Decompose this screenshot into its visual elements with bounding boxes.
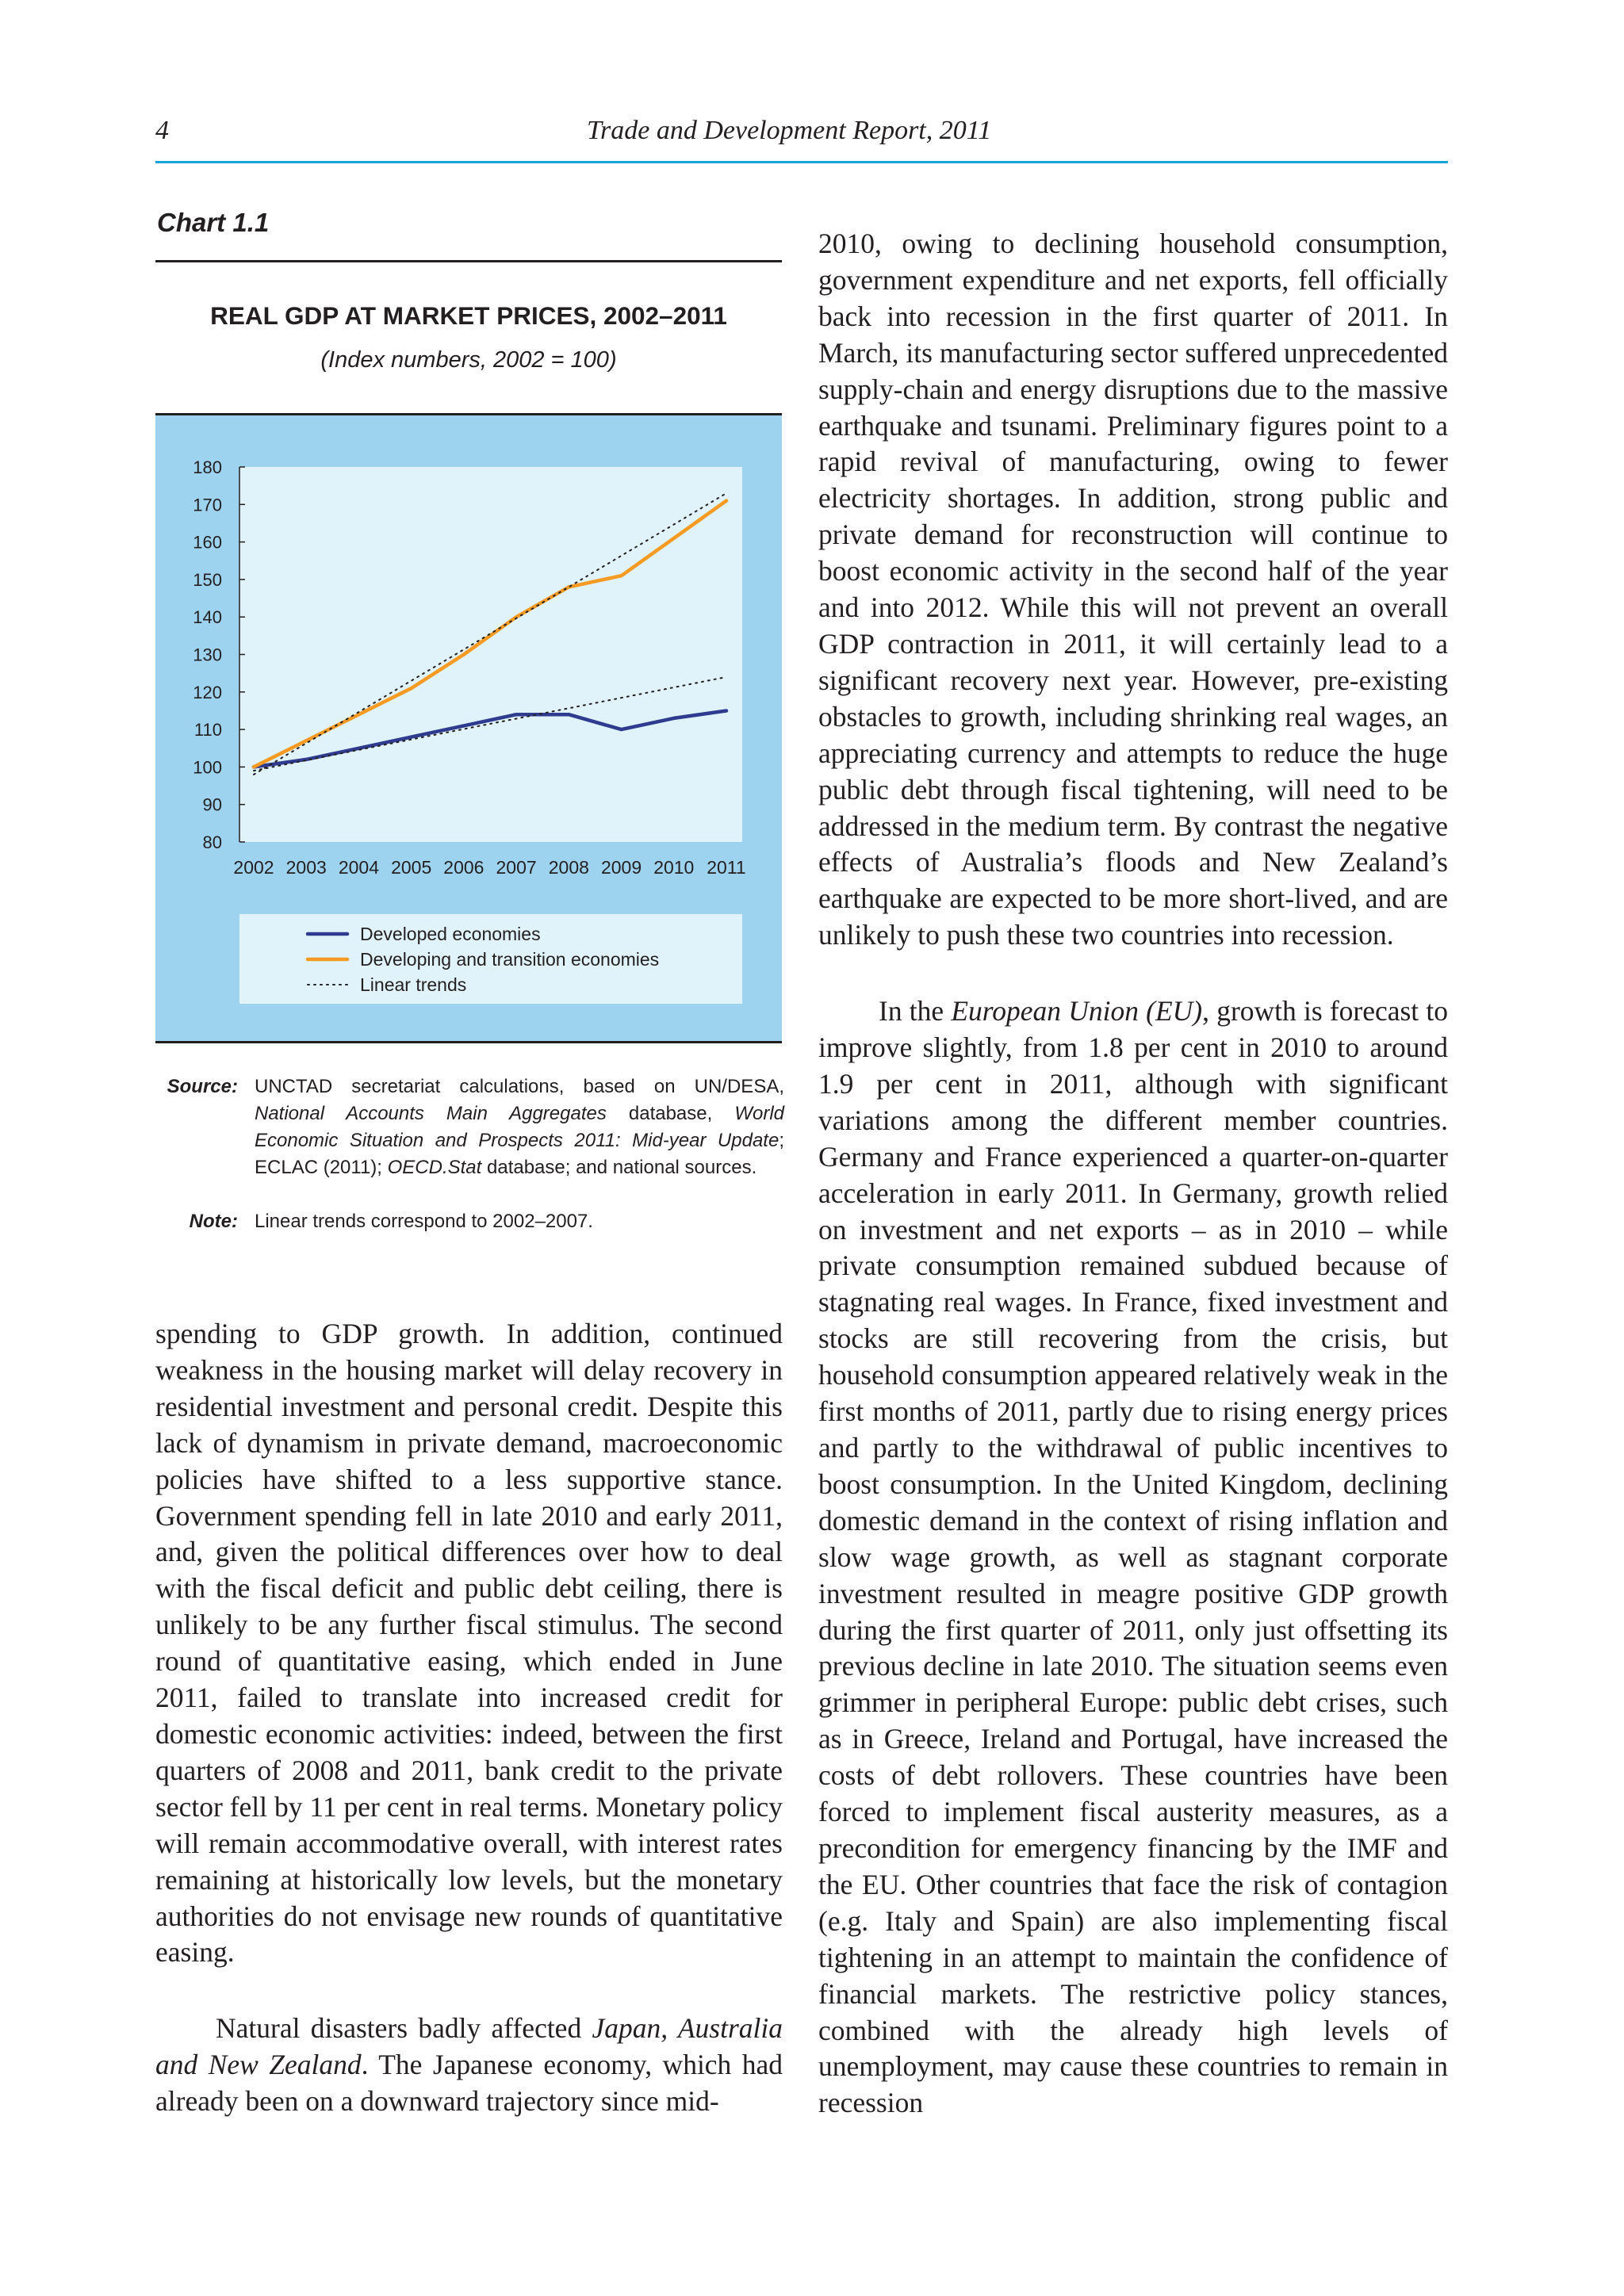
note-label: Note:: [189, 1211, 238, 1232]
x-tick-label: 2008: [548, 857, 589, 878]
source-text-part: ; ECLAC (2011);: [255, 1130, 784, 1178]
gdp-line-chart: [155, 415, 782, 1042]
left-paragraph-1: spending to GDP growth. In addition, continued weakness in the housing market will delay recovery in residential investment and personal credit. Despite this lack of dynamism in private demand, macroeconomic policies have shifted to a less supportive stance. Government spending fell in late 2010 and early 2011, and, given the political differences over how to deal with the fiscal deficit and public debt ceiling, there is unlikely to be any further fiscal stimulus. The second round of quantitative easing, which ended in June 2011, failed to translate into increased credit for domestic economic activities: indeed, between the first quarters of 2008 and 2011, bank credit to the private sector fell by 11 per cent in real terms. Monetary policy will remain accommodative overall, with interest rates remaining at historically low levels, but the monetary authorities do not envisage new rounds of quantitative easing.: [155, 1318, 783, 1969]
x-tick-label: 2011: [707, 857, 746, 878]
chart-title: REAL GDP AT MARKET PRICES, 2002–2011: [210, 301, 727, 330]
y-tick-label: 80: [202, 832, 222, 852]
x-tick-label: 2010: [653, 857, 695, 878]
y-tick-label: 90: [202, 794, 222, 815]
header-rule: [155, 161, 1448, 163]
y-tick-label: 150: [193, 569, 222, 590]
source-text-part: database; and national sources.: [481, 1157, 757, 1178]
x-tick-label: 2006: [443, 857, 485, 878]
left-column: [155, 1316, 783, 2120]
right-paragraph-2: In the European Union (EU), growth is forecast to improve slightly, from 1.8 per cent in 2010 to around 1.9 per cent in 2011, although with significant variations among the different member countries. Germany and France experienced a quarter-on-quarter acceleration in early 2011. In Germany, growth relied on investment and net exports – as in 2010 – while private consumption remained subdued because of stagnating real wages. In France, fixed investment and stocks are still recovering from the crisis, but household consumption appeared relatively weak in the first months of 2011, partly due to rising energy prices and partly to the withdrawal of public incentives to boost consumption. In the United Kingdom, declining domestic demand in the context of rising inflation and slow wage growth, as well as stagnant corporate investment resulted in meagre positive GDP growth during the first quarter of 2011, only just offsetting its previous decline in late 2010. The situation seems even grimmer in peripheral Europe: public debt crises, such as in Greece, Ireland and Portugal, have increased the costs of debt rollovers. These countries have been forced to implement fiscal austerity measures, as a precondition for emergency financing by the IMF and the EU. Other countries that face the risk of contagion (e.g. Italy and Spain) are also implementing fiscal tightening in an attempt to maintain the confidence of financial markets. The restrictive policy stances, combined with the already high levels of unemployment, may cause these countries to remain in recession: [818, 995, 1448, 2119]
y-tick-label: 180: [193, 457, 222, 477]
y-tick-label: 110: [193, 720, 222, 740]
note-text: Linear trends correspond to 2002–2007.: [255, 1211, 593, 1232]
legend-label: Linear trends: [360, 974, 467, 995]
y-tick-label: 160: [193, 532, 222, 553]
y-tick-label: 100: [193, 757, 222, 778]
source-text-part: OECD.Stat: [387, 1157, 482, 1178]
x-tick-label: 2003: [285, 857, 327, 878]
x-tick-label: 2005: [391, 857, 432, 878]
chart-subtitle: (Index numbers, 2002 = 100): [320, 347, 617, 373]
legend-label: Developed economies: [360, 924, 541, 944]
x-tick-label: 2007: [496, 857, 537, 878]
chart-label: Chart 1.1: [157, 208, 270, 237]
y-tick-label: 130: [193, 645, 222, 665]
right-paragraph-1: 2010, owing to declining household consumption, government expenditure and net exports, fell officially back into recession in the first quarter of 2011. In March, its manufacturing sector suffered unprecedented supply-chain and energy disruptions due to the massive earthquake and tsunami. Preliminary figures point to a rapid revival of manufacturing, owing to fewer electricity shortages. In addition, strong public and private demand for reconstruction will continue to boost economic activity in the second half of the year and into 2012. While this will not prevent an overall GDP contraction in 2011, it will certainly lead to a significant recovery next year. However, pre-existing obstacles to growth, including shrinking real wages, an appreciating currency and attempts to reduce the huge public debt through fiscal tightening, will need to be addressed in the medium term. By contrast the negative effects of Australia’s floods and New Zealand’s earthquake are expected to be more short-lived, and are unlikely to push these two countries into recession.: [818, 228, 1448, 951]
right-column: [818, 226, 1448, 2122]
legend-label: Developing and transition economies: [360, 949, 660, 970]
y-tick-label: 170: [193, 495, 222, 515]
plot-area: [239, 467, 742, 842]
source-text: [255, 1073, 784, 1181]
x-tick-label: 2002: [233, 857, 274, 878]
source-text-part: World Economic Situation and Prospects 2011: Mid-year Update: [255, 1103, 784, 1151]
source-text-part: National Accounts Main Aggregates: [255, 1103, 607, 1124]
x-tick-label: 2009: [600, 857, 642, 878]
x-tick-label: 2004: [338, 857, 380, 878]
y-axis: [193, 457, 245, 852]
source-text-part: database,: [606, 1103, 735, 1124]
chart-top-rule: [155, 260, 782, 262]
left-paragraph-2: Natural disasters badly affected Japan, Australia and New Zealand. The Japanese economy, which had already been on a downward trajectory since mid-: [155, 2012, 783, 2118]
page-number: 4: [155, 116, 169, 145]
running-title: Trade and Development Report, 2011: [587, 116, 992, 145]
x-axis: [233, 857, 745, 878]
y-tick-label: 140: [193, 607, 222, 628]
source-label: Source:: [167, 1076, 238, 1097]
source-text-part: UNCTAD secretariat calculations, based on UN/DESA,: [255, 1076, 784, 1097]
y-tick-label: 120: [193, 682, 222, 702]
